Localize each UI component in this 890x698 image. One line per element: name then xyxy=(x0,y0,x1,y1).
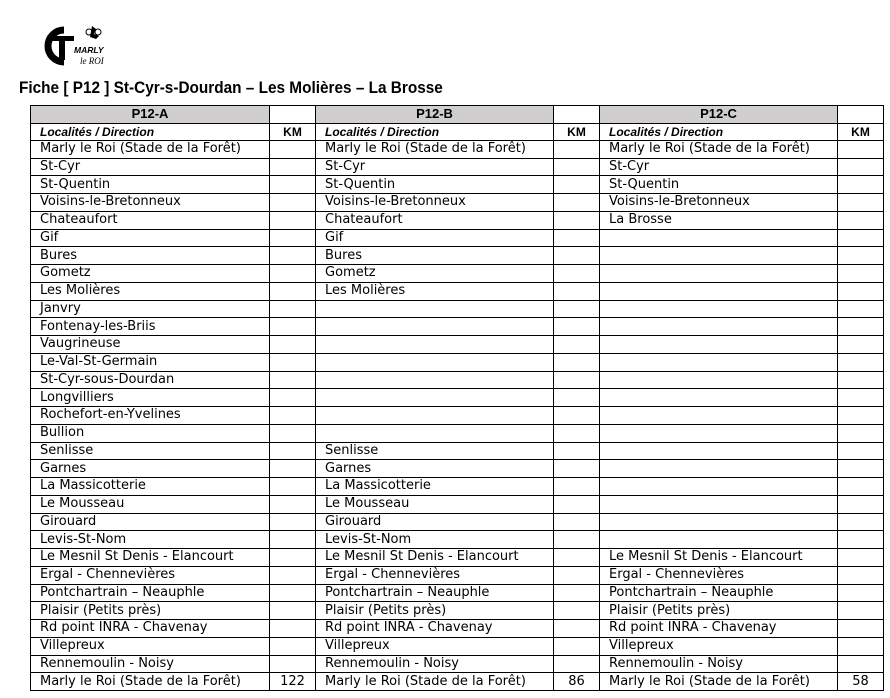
route-spacer xyxy=(838,106,884,124)
km-cell xyxy=(270,584,316,602)
localite-cell: Les Molières xyxy=(31,282,270,300)
km-cell xyxy=(554,442,600,460)
localite-cell: Voisins-le-Bretonneux xyxy=(31,194,270,212)
table-row xyxy=(31,389,884,407)
localite-cell: Girouard xyxy=(316,513,554,531)
localite-cell: Longvilliers xyxy=(31,389,270,407)
localite-cell: La Massicotterie xyxy=(31,478,270,496)
km-cell xyxy=(270,211,316,229)
km-cell xyxy=(554,584,600,602)
localite-cell: Chateaufort xyxy=(31,211,270,229)
km-cell xyxy=(270,655,316,673)
table-row xyxy=(31,602,884,620)
localite-cell xyxy=(600,424,838,442)
localite-cell xyxy=(600,282,838,300)
km-cell xyxy=(554,637,600,655)
km-cell xyxy=(270,336,316,354)
km-cell xyxy=(554,424,600,442)
localite-cell: Marly le Roi (Stade de la Forêt) xyxy=(600,140,838,158)
km-cell xyxy=(554,194,600,212)
table-row xyxy=(31,282,884,300)
localite-cell: Marly le Roi (Stade de la Forêt) xyxy=(316,673,554,691)
table-row xyxy=(31,655,884,673)
table-row xyxy=(31,247,884,265)
km-cell xyxy=(270,460,316,478)
table-row xyxy=(31,460,884,478)
km-cell xyxy=(270,442,316,460)
localite-cell: St-Cyr xyxy=(31,158,270,176)
km-cell xyxy=(554,229,600,247)
localite-cell xyxy=(600,442,838,460)
km-cell xyxy=(838,140,884,158)
table-row xyxy=(31,407,884,425)
km-cell xyxy=(554,176,600,194)
km-cell xyxy=(838,513,884,531)
route-name: P12-C xyxy=(600,106,838,124)
km-cell xyxy=(554,549,600,567)
km-cell xyxy=(838,407,884,425)
localite-cell: La Brosse xyxy=(600,211,838,229)
localite-cell: Marly le Roi (Stade de la Forêt) xyxy=(316,140,554,158)
route-spacer xyxy=(270,106,316,124)
localite-cell: Marly le Roi (Stade de la Forêt) xyxy=(600,673,838,691)
km-cell xyxy=(270,566,316,584)
km-cell xyxy=(270,229,316,247)
km-cell xyxy=(838,584,884,602)
localite-cell xyxy=(600,318,838,336)
km-cell xyxy=(838,300,884,318)
table-row xyxy=(31,140,884,158)
localite-cell xyxy=(600,247,838,265)
route-table xyxy=(30,105,884,691)
km-cell xyxy=(270,424,316,442)
localite-cell: Rochefort-en-Yvelines xyxy=(31,407,270,425)
localite-cell: Le Mousseau xyxy=(316,495,554,513)
table-row xyxy=(31,229,884,247)
km-cell xyxy=(838,318,884,336)
km-cell: 58 xyxy=(838,673,884,691)
localite-cell: Plaisir (Petits près) xyxy=(31,602,270,620)
localite-cell: Pontchartrain – Neauphle xyxy=(31,584,270,602)
km-cell xyxy=(838,637,884,655)
table-row xyxy=(31,513,884,531)
table-row xyxy=(31,265,884,283)
km-cell xyxy=(838,194,884,212)
km-cell xyxy=(838,211,884,229)
km-cell xyxy=(270,265,316,283)
localite-cell: Garnes xyxy=(31,460,270,478)
km-cell xyxy=(554,478,600,496)
km-cell xyxy=(270,353,316,371)
table-row xyxy=(31,300,884,318)
localite-cell: Rd point INRA - Chavenay xyxy=(31,620,270,638)
localite-cell xyxy=(600,495,838,513)
localite-cell: Gometz xyxy=(316,265,554,283)
localite-cell: Rennemoulin - Noisy xyxy=(316,655,554,673)
localite-cell: Marly le Roi (Stade de la Forêt) xyxy=(31,140,270,158)
km-cell xyxy=(554,566,600,584)
route-name: P12-A xyxy=(31,106,270,124)
km-cell xyxy=(554,265,600,283)
localite-cell: Voisins-le-Bretonneux xyxy=(600,194,838,212)
localite-cell xyxy=(600,371,838,389)
localite-cell: Voisins-le-Bretonneux xyxy=(316,194,554,212)
localite-cell xyxy=(600,265,838,283)
km-cell xyxy=(838,620,884,638)
km-cell xyxy=(554,389,600,407)
table-row xyxy=(31,194,884,212)
localite-cell: Villepreux xyxy=(600,637,838,655)
km-cell xyxy=(270,478,316,496)
localite-cell xyxy=(600,460,838,478)
localite-cell xyxy=(316,336,554,354)
km-cell xyxy=(270,602,316,620)
localite-cell: Senlisse xyxy=(31,442,270,460)
km-cell xyxy=(270,531,316,549)
localite-cell xyxy=(316,407,554,425)
km-cell xyxy=(554,371,600,389)
localite-cell: Fontenay-les-Briis xyxy=(31,318,270,336)
km-cell xyxy=(554,140,600,158)
localite-cell: Gometz xyxy=(31,265,270,283)
localite-cell: Rennemoulin - Noisy xyxy=(31,655,270,673)
localite-cell: Le Mousseau xyxy=(31,495,270,513)
km-cell xyxy=(554,336,600,354)
route-header-row xyxy=(31,106,884,124)
km-cell xyxy=(554,513,600,531)
km-cell xyxy=(838,353,884,371)
km-cell xyxy=(838,247,884,265)
localite-cell: Garnes xyxy=(316,460,554,478)
km-cell xyxy=(838,460,884,478)
table-row xyxy=(31,637,884,655)
km-cell xyxy=(838,655,884,673)
km-cell xyxy=(270,140,316,158)
localite-cell: Senlisse xyxy=(316,442,554,460)
km-cell xyxy=(838,282,884,300)
table-row xyxy=(31,353,884,371)
localites-header: Localités / Direction xyxy=(31,123,270,140)
km-cell xyxy=(554,300,600,318)
km-cell xyxy=(838,478,884,496)
km-cell xyxy=(554,211,600,229)
localite-cell: Marly le Roi (Stade de la Forêt) xyxy=(31,673,270,691)
km-cell xyxy=(270,620,316,638)
km-cell xyxy=(838,371,884,389)
km-cell xyxy=(270,247,316,265)
localite-cell: Plaisir (Petits près) xyxy=(316,602,554,620)
route-spacer xyxy=(554,106,600,124)
localites-header: Localités / Direction xyxy=(316,123,554,140)
localite-cell: Rd point INRA - Chavenay xyxy=(600,620,838,638)
localite-cell xyxy=(600,300,838,318)
localite-cell: Ergal - Chennevières xyxy=(600,566,838,584)
localite-cell: Girouard xyxy=(31,513,270,531)
table-row xyxy=(31,336,884,354)
km-cell xyxy=(838,602,884,620)
km-cell xyxy=(270,194,316,212)
table-row xyxy=(31,424,884,442)
km-cell xyxy=(554,282,600,300)
localite-cell xyxy=(600,336,838,354)
localite-cell xyxy=(600,478,838,496)
localite-cell: Vaugrineuse xyxy=(31,336,270,354)
table-row xyxy=(31,673,884,691)
km-header: KM xyxy=(554,123,600,140)
km-cell xyxy=(838,389,884,407)
km-cell xyxy=(554,531,600,549)
km-cell xyxy=(838,531,884,549)
km-cell xyxy=(838,424,884,442)
page-title: Fiche [ P12 ] St-Cyr-s-Dourdan – Les Molières – La Brosse xyxy=(19,79,443,97)
km-cell xyxy=(270,282,316,300)
localite-cell: Levis-St-Nom xyxy=(31,531,270,549)
km-cell xyxy=(838,549,884,567)
km-cell xyxy=(554,318,600,336)
table-row xyxy=(31,442,884,460)
km-cell xyxy=(838,336,884,354)
localite-cell: Le Mesnil St Denis - Elancourt xyxy=(316,549,554,567)
km-cell xyxy=(270,158,316,176)
localite-cell xyxy=(600,389,838,407)
localite-cell: Gif xyxy=(316,229,554,247)
localite-cell: Plaisir (Petits près) xyxy=(600,602,838,620)
localite-cell: St-Cyr xyxy=(316,158,554,176)
rider-icon xyxy=(86,26,101,39)
localite-cell xyxy=(316,424,554,442)
km-cell xyxy=(554,158,600,176)
km-cell xyxy=(270,407,316,425)
localite-cell xyxy=(316,389,554,407)
km-cell xyxy=(838,265,884,283)
km-cell xyxy=(554,460,600,478)
logo-text-top: MARLY xyxy=(74,45,104,55)
table-row xyxy=(31,566,884,584)
localite-cell: Rd point INRA - Chavenay xyxy=(316,620,554,638)
localite-cell: Janvry xyxy=(31,300,270,318)
localite-cell: Pontchartrain – Neauphle xyxy=(600,584,838,602)
km-cell xyxy=(270,637,316,655)
table-row xyxy=(31,176,884,194)
table-row xyxy=(31,495,884,513)
localite-cell xyxy=(600,353,838,371)
localite-cell: Bullion xyxy=(31,424,270,442)
localite-cell: Le Mesnil St Denis - Elancourt xyxy=(31,549,270,567)
localite-cell xyxy=(600,531,838,549)
ct-emblem-icon xyxy=(48,30,74,62)
localite-cell xyxy=(600,513,838,531)
route-name: P12-B xyxy=(316,106,554,124)
localite-cell: St-Quentin xyxy=(316,176,554,194)
km-cell xyxy=(270,176,316,194)
localite-cell: St-Quentin xyxy=(31,176,270,194)
table-row xyxy=(31,531,884,549)
km-cell xyxy=(838,442,884,460)
localite-cell: La Massicotterie xyxy=(316,478,554,496)
column-header-row xyxy=(31,123,884,140)
table-row xyxy=(31,211,884,229)
km-header: KM xyxy=(838,123,884,140)
club-logo xyxy=(38,24,110,68)
localite-cell: Le Mesnil St Denis - Elancourt xyxy=(600,549,838,567)
km-cell xyxy=(554,407,600,425)
km-cell: 122 xyxy=(270,673,316,691)
logo-text-bottom: le ROI xyxy=(80,56,104,66)
localite-cell: Les Molières xyxy=(316,282,554,300)
localite-cell: Villepreux xyxy=(31,637,270,655)
localite-cell: Ergal - Chennevières xyxy=(31,566,270,584)
localite-cell: St-Cyr xyxy=(600,158,838,176)
localite-cell: Gif xyxy=(31,229,270,247)
table-row xyxy=(31,318,884,336)
localite-cell xyxy=(316,300,554,318)
km-cell xyxy=(838,495,884,513)
km-cell xyxy=(554,247,600,265)
km-cell xyxy=(270,300,316,318)
km-header: KM xyxy=(270,123,316,140)
localite-cell: Chateaufort xyxy=(316,211,554,229)
km-cell: 86 xyxy=(554,673,600,691)
km-cell xyxy=(554,353,600,371)
localite-cell xyxy=(316,318,554,336)
table-row xyxy=(31,371,884,389)
localite-cell: Le-Val-St-Germain xyxy=(31,353,270,371)
km-cell xyxy=(554,655,600,673)
localite-cell: Pontchartrain – Neauphle xyxy=(316,584,554,602)
table-row xyxy=(31,620,884,638)
localite-cell: St-Quentin xyxy=(600,176,838,194)
localite-cell: Rennemoulin - Noisy xyxy=(600,655,838,673)
localite-cell: Levis-St-Nom xyxy=(316,531,554,549)
localite-cell: Villepreux xyxy=(316,637,554,655)
table-row xyxy=(31,549,884,567)
km-cell xyxy=(270,371,316,389)
km-cell xyxy=(838,176,884,194)
km-cell xyxy=(270,389,316,407)
km-cell xyxy=(270,549,316,567)
km-cell xyxy=(270,513,316,531)
table-row xyxy=(31,158,884,176)
localite-cell xyxy=(316,353,554,371)
localites-header: Localités / Direction xyxy=(600,123,838,140)
table-row xyxy=(31,584,884,602)
km-cell xyxy=(554,602,600,620)
km-cell xyxy=(838,158,884,176)
km-cell xyxy=(270,495,316,513)
localite-cell: Bures xyxy=(31,247,270,265)
localite-cell: St-Cyr-sous-Dourdan xyxy=(31,371,270,389)
localite-cell xyxy=(600,229,838,247)
km-cell xyxy=(554,620,600,638)
localite-cell xyxy=(316,371,554,389)
km-cell xyxy=(838,566,884,584)
km-cell xyxy=(270,318,316,336)
table-row xyxy=(31,478,884,496)
km-cell xyxy=(554,495,600,513)
localite-cell xyxy=(600,407,838,425)
km-cell xyxy=(838,229,884,247)
localite-cell: Bures xyxy=(316,247,554,265)
localite-cell: Ergal - Chennevières xyxy=(316,566,554,584)
